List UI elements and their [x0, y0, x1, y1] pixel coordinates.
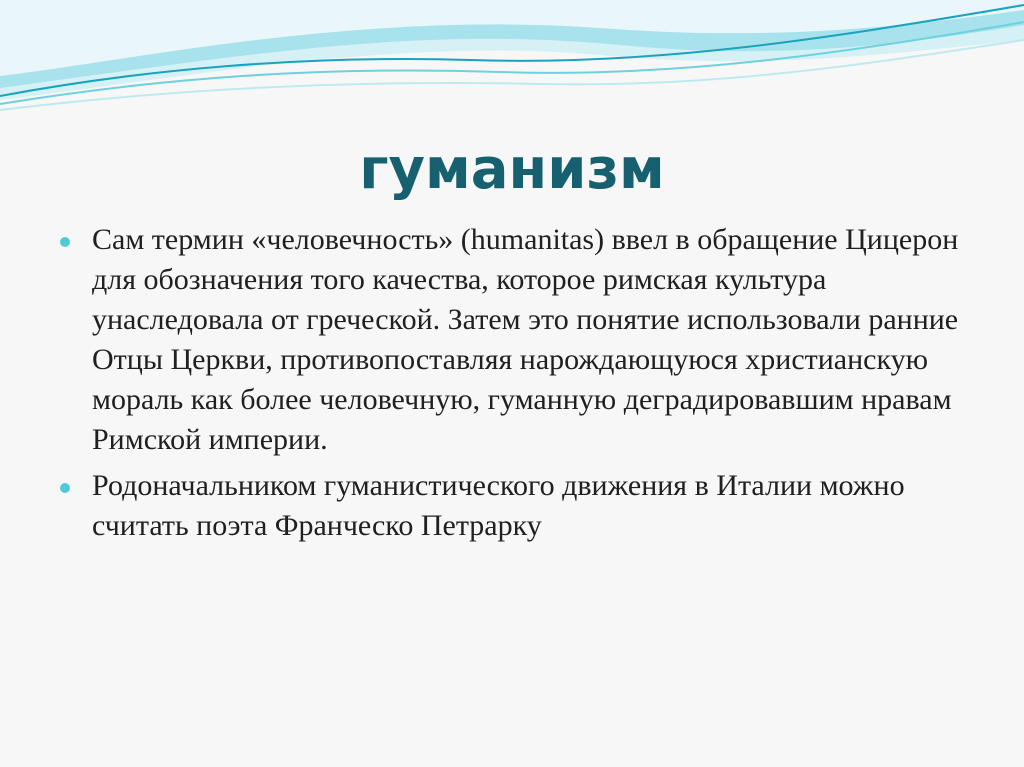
bullet-dot-icon — [60, 483, 70, 493]
bullet-list — [60, 220, 960, 552]
bullet-dot-icon — [60, 237, 70, 247]
bullet-item — [60, 466, 960, 546]
slide-title: гуманизм — [359, 137, 665, 202]
bullet-item — [60, 220, 960, 460]
bullet-text: Сам термин «человечность» (humanitas) ввел в обращение Цицерон для обозначения того качества, которое римская культура унаследовала от греческой. Затем это понятие использовали ранние Отцы Церкви, противопоставляя нарождающуюся христианскую мораль как более человечную, гуманную деградировавшим нравам Римской империи. — [92, 223, 959, 456]
header-wave-decoration — [0, 0, 1024, 130]
bullet-text: Родоначальником гуманистического движения в Италии можно считать поэта Франческо Петрарку — [92, 469, 905, 542]
